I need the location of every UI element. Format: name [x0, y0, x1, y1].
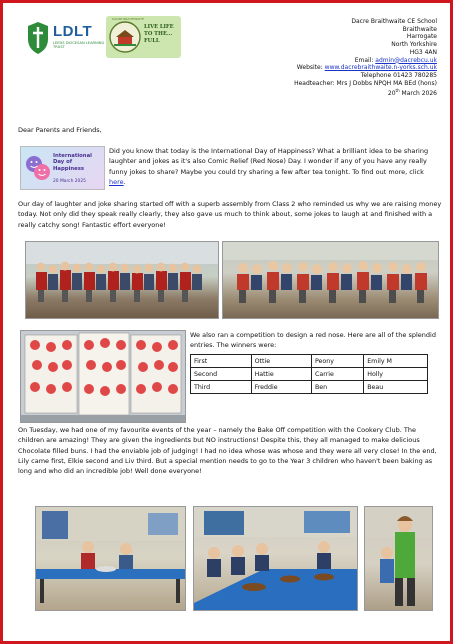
address-line: North Yorkshire	[391, 41, 437, 49]
assembly-photo-left	[25, 241, 219, 319]
ldlt-logo	[27, 19, 105, 59]
telephone: Telephone 01423 780285	[360, 71, 437, 79]
happiness-title: International Day of Happiness	[53, 153, 92, 172]
school-badge-text: DACRE BRAITHWAITE	[112, 17, 144, 21]
table-cell: First	[191, 355, 252, 368]
table-cell: Peony	[311, 355, 363, 368]
table-cell: Ottie	[251, 355, 311, 368]
red-nose-entries-photo	[20, 330, 186, 423]
happiness-date: 20 March 2025	[53, 179, 86, 184]
table-cell: Holly	[364, 368, 428, 381]
intro-paragraph: Did you know that today is the International Day of Happiness? What a brilliant idea to be sharing laughter and jokes as it's also Comic Relief (Red Nose) Day. I wonder if any of you have any really funny jokes to share? Maybe you could try sharing a few after tea tonight. To find out more, click here.	[109, 147, 429, 187]
table-cell: Ben	[311, 381, 363, 394]
email-line: Email: admin@dacrebcu.uk	[354, 56, 437, 64]
bake-off-paragraph: On Tuesday, we had one of my favourite events of the year – namely the Bake Off competition with the Cookery Club. The children are amazing! They are given the ingredients but NO instructions! Despite this, they all managed to make delicious Chocolate filled buns. I had the enviable job of judging! I had no idea whose was whose and they were all very close! In the end, Lily came first, Elkie second and Liv third. But a special mention needs to go to the Year 3 children who haven't been baking as long and who did an incredible job! Well done everyone!	[18, 426, 437, 476]
children-group-icon	[223, 242, 438, 318]
competition-paragraph: We also ran a competition to design a red nose. Here are all of the splendid entries. The winners were:	[190, 331, 436, 350]
happiness-day-image	[20, 146, 105, 190]
bake-off-photo-right	[364, 506, 433, 611]
assembly-photo-right	[222, 241, 439, 319]
headteacher: Headteacher: Mrs J Dobbs NPQH MA BEd (hons)	[294, 79, 437, 87]
shield-icon	[27, 21, 49, 55]
table-cell: Second	[191, 368, 252, 381]
website-line: Website: www.dacrebraithwaite.n-yorks.sch.uk	[296, 64, 437, 72]
assembly-paragraph: Our day of laughter and joke sharing started off with a superb assembly from Class 2 who reminded us why we are raising money today. Not only did they speak really clearly, they also gave us much to think about, some jokes to laugh at and finished with a really catchy song! Fantastic effort everyone!	[18, 200, 442, 229]
address-line: Braithwaite	[402, 25, 437, 33]
table-row	[191, 368, 428, 381]
ldlt-subtitle: LEEDS DIOCESAN LEARNING TRUST	[53, 41, 105, 50]
address-line: HG3 4AN	[409, 48, 437, 56]
poster-boards-icon	[21, 331, 185, 422]
winners-table	[190, 354, 428, 394]
kitchen-scene-icon	[36, 507, 185, 610]
table-row	[191, 355, 428, 368]
table-cell: Hattie	[251, 368, 311, 381]
table-cell: Carrie	[311, 368, 363, 381]
school-motto: LIVE LIFE TO THE... FULL	[144, 24, 174, 44]
school-badge-icon	[109, 21, 141, 53]
website-link[interactable]: www.dacrebraithwaite.n-yorks.sch.uk	[324, 64, 437, 72]
smiley-icon	[24, 154, 52, 182]
table-cell: Beau	[364, 381, 428, 394]
ldlt-name: LDLT	[53, 23, 93, 40]
table-cell: Emily M	[364, 355, 428, 368]
address-line: Dacre Braithwaite CE School	[351, 18, 437, 25]
children-group-icon	[26, 242, 218, 318]
table-cell: Third	[191, 381, 252, 394]
letter-date: 20th March 2026	[387, 88, 437, 98]
greeting: Dear Parents and Friends,	[18, 126, 102, 134]
table-row	[191, 381, 428, 394]
kitchen-scene-icon	[194, 507, 357, 610]
winner-with-teacher-icon	[365, 507, 432, 610]
bake-off-photo-middle	[193, 506, 358, 611]
email-link[interactable]: admin@dacrebcu.uk	[375, 56, 437, 64]
address-block	[237, 18, 437, 98]
address-line: Harrogate	[406, 33, 437, 41]
table-cell: Freddie	[251, 381, 311, 394]
bake-off-photo-left	[35, 506, 186, 611]
more-info-link[interactable]: here	[109, 178, 124, 187]
school-logo	[106, 16, 181, 58]
